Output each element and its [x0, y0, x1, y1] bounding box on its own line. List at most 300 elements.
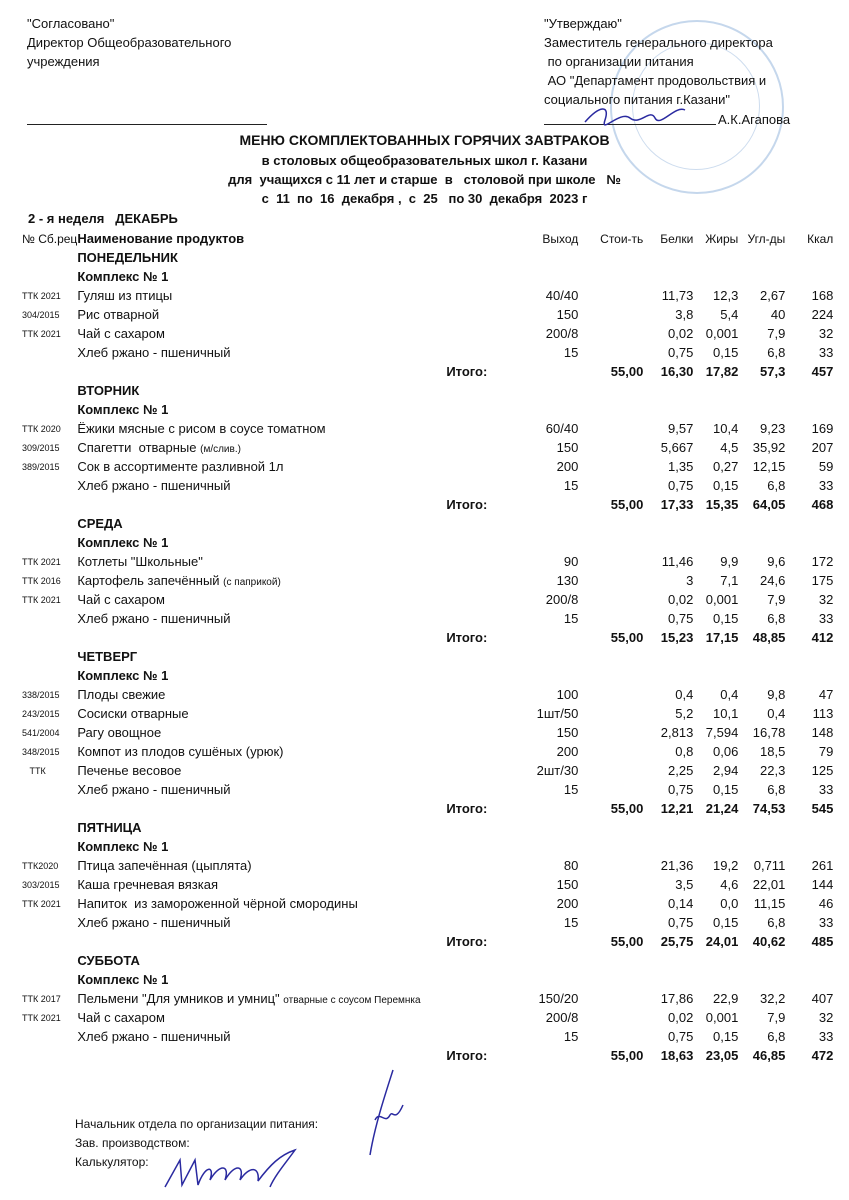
- empty-cell: [495, 647, 578, 666]
- dish-name: [77, 761, 495, 780]
- dish-name-text: Чай с сахаром: [77, 326, 165, 341]
- dish-name: [77, 685, 495, 704]
- dish-kcal: 113: [812, 706, 834, 721]
- dish-name: [77, 476, 495, 495]
- dish-cost: [578, 438, 643, 457]
- empty-cell: [785, 514, 833, 533]
- empty-cell: [495, 666, 578, 685]
- empty-cell: [578, 818, 643, 837]
- head-signature-icon: [355, 1065, 415, 1160]
- dish-kcal: 33: [818, 915, 834, 930]
- dish-cost: [578, 913, 643, 932]
- dish-kcal: 172: [811, 554, 834, 569]
- dish-protein: 3,8: [675, 307, 694, 322]
- empty-cell: [578, 970, 643, 989]
- empty-cell: [495, 628, 578, 647]
- dish-name: [77, 286, 495, 305]
- table-row: [22, 609, 833, 628]
- empty-cell: [578, 248, 643, 267]
- recipe-code: [22, 1027, 77, 1046]
- dish-kcal: 47: [818, 687, 834, 702]
- agreed-position-cont: учреждения: [27, 54, 100, 69]
- dish-protein: 3: [686, 573, 694, 588]
- dish-output: 15: [563, 611, 579, 626]
- dish-cost: [578, 552, 643, 571]
- table-row: [22, 590, 833, 609]
- total-cost: 55,00: [610, 497, 644, 512]
- total-cost: 55,00: [610, 630, 644, 645]
- empty-cell: [785, 970, 833, 989]
- day-row: [22, 248, 833, 267]
- table-row: [22, 742, 833, 761]
- complex-row: [22, 267, 833, 286]
- approval-block-approved: [544, 14, 773, 109]
- dish-cost: [578, 761, 643, 780]
- total-kcal: 412: [811, 630, 834, 645]
- dish-protein: 2,813: [660, 725, 694, 740]
- empty-cell: [578, 267, 643, 286]
- dish-kcal: 407: [811, 991, 834, 1006]
- empty-cell: [22, 362, 77, 381]
- dish-protein: 0,75: [668, 611, 694, 626]
- empty-cell: [738, 400, 785, 419]
- dish-protein: 0,02: [668, 592, 694, 607]
- total-label: Итого:: [446, 364, 488, 379]
- empty-cell: [578, 400, 643, 419]
- empty-cell: [643, 248, 693, 267]
- empty-cell: [643, 666, 693, 685]
- agreed-label: "Согласовано": [27, 16, 115, 31]
- dish-name-text: Хлеб ржано - пшеничный: [77, 345, 231, 360]
- empty-cell: [693, 818, 738, 837]
- total-protein: 17,33: [660, 497, 694, 512]
- empty-cell: [22, 248, 77, 267]
- dish-name: [77, 704, 495, 723]
- empty-cell: [738, 267, 785, 286]
- total-carbs: 64,05: [752, 497, 786, 512]
- dish-name-text: Хлеб ржано - пшеничный: [77, 915, 231, 930]
- dish-name-text: Спагетти отварные: [77, 440, 201, 455]
- approved-organization: АО "Департамент продовольствия и: [544, 73, 767, 88]
- empty-cell: [785, 533, 833, 552]
- dish-name-text: Рагу овощное: [77, 725, 162, 740]
- total-row: [22, 628, 833, 647]
- dish-carbs: 9,8: [767, 687, 786, 702]
- day-name: СУББОТА: [77, 953, 140, 968]
- total-label: Итого:: [446, 934, 488, 949]
- approval-block-agreed: [27, 14, 231, 71]
- empty-cell: [22, 267, 77, 286]
- table-row: [22, 761, 833, 780]
- table-row: [22, 704, 833, 723]
- empty-cell: [22, 799, 77, 818]
- calculator-signature-icon: [160, 1145, 310, 1190]
- empty-cell: [22, 533, 77, 552]
- dish-output: 130: [556, 573, 579, 588]
- dish-output: 40/40: [545, 288, 579, 303]
- dish-protein: 0,02: [668, 1010, 694, 1025]
- empty-cell: [643, 400, 693, 419]
- total-carbs: 46,85: [752, 1048, 786, 1063]
- approver-name: А.К.Агапова: [718, 112, 791, 127]
- total-row: [22, 362, 833, 381]
- col-header-name: Наименование продуктов: [77, 231, 245, 246]
- complex-name: Комплекс № 1: [77, 269, 169, 284]
- total-kcal: 457: [811, 364, 834, 379]
- dish-cost: [578, 419, 643, 438]
- empty-cell: [693, 951, 738, 970]
- dish-name-text: Сосиски отварные: [77, 706, 189, 721]
- table-row: [22, 343, 833, 362]
- empty-cell: [22, 970, 77, 989]
- dish-fat: 2,94: [713, 763, 739, 778]
- dish-protein: 11,46: [661, 554, 694, 569]
- total-cost: 55,00: [610, 364, 644, 379]
- empty-cell: [495, 495, 578, 514]
- dish-kcal: 148: [811, 725, 834, 740]
- dish-carbs: 6,8: [767, 1029, 786, 1044]
- total-cost: 55,00: [610, 801, 644, 816]
- dish-name: [77, 324, 495, 343]
- day-row: [22, 381, 833, 400]
- dish-fat: 0,15: [713, 782, 739, 797]
- dish-fat: 12,3: [713, 288, 739, 303]
- dish-kcal: 33: [818, 782, 834, 797]
- total-label: Итого:: [446, 630, 488, 645]
- dish-note: (с паприкой): [223, 577, 281, 588]
- dish-name-text: Рис отварной: [77, 307, 160, 322]
- recipe-code: ТТК 2017: [22, 993, 61, 1004]
- dish-kcal: 144: [811, 877, 834, 892]
- empty-cell: [785, 666, 833, 685]
- dish-carbs: 11,15: [753, 896, 786, 911]
- dish-name: [77, 590, 495, 609]
- col-header-code: № Сб.рец: [22, 231, 78, 246]
- dish-name: [77, 875, 495, 894]
- dish-name-text: Компот из плодов сушёных (урюк): [77, 744, 284, 759]
- dish-output: 2шт/30: [536, 763, 579, 778]
- table-row: [22, 305, 833, 324]
- col-header-fat: Жиры: [705, 231, 739, 246]
- day-row: [22, 951, 833, 970]
- empty-cell: [643, 267, 693, 286]
- dish-name: [77, 552, 495, 571]
- week-label: 2 - я неделя ДЕКАБРЬ: [28, 211, 178, 226]
- complex-row: [22, 400, 833, 419]
- recipe-code: 303/2015: [22, 879, 60, 890]
- dish-output: 200: [556, 896, 579, 911]
- dish-carbs: 24,6: [760, 573, 786, 588]
- table-row: [22, 894, 833, 913]
- dish-name: [77, 1027, 495, 1046]
- dish-name: [77, 1008, 495, 1027]
- dish-carbs: 6,8: [767, 782, 786, 797]
- empty-cell: [643, 837, 693, 856]
- dish-output: 15: [563, 345, 579, 360]
- empty-cell: [495, 970, 578, 989]
- dish-output: 200: [556, 459, 579, 474]
- total-protein: 15,23: [660, 630, 694, 645]
- recipe-code: ТТК 2021: [22, 328, 61, 339]
- total-protein: 12,21: [660, 801, 694, 816]
- recipe-code: ТТК 2020: [22, 423, 61, 434]
- dish-name: [77, 343, 495, 362]
- dish-fat: 0,4: [720, 687, 739, 702]
- total-protein: 18,63: [660, 1048, 694, 1063]
- empty-cell: [22, 951, 77, 970]
- empty-cell: [785, 647, 833, 666]
- empty-cell: [643, 381, 693, 400]
- total-kcal: 485: [811, 934, 834, 949]
- dish-protein: 17,86: [660, 991, 694, 1006]
- dish-cost: [578, 704, 643, 723]
- dish-name-text: Напиток из замороженной чёрной смородины: [77, 896, 358, 911]
- complex-row: [22, 666, 833, 685]
- empty-cell: [738, 381, 785, 400]
- dish-output: 100: [556, 687, 579, 702]
- dish-name-text: Картофель запечённый: [77, 573, 224, 588]
- empty-cell: [495, 248, 578, 267]
- day-row: [22, 818, 833, 837]
- footer-head-of-department: Начальник отдела по организации питания:: [75, 1117, 319, 1131]
- empty-cell: [643, 951, 693, 970]
- dish-cost: [578, 1008, 643, 1027]
- dish-cost: [578, 856, 643, 875]
- dish-output: 150: [556, 440, 579, 455]
- table-header-row: [22, 229, 833, 248]
- recipe-code: 309/2015: [22, 442, 60, 453]
- dish-name-text: Хлеб ржано - пшеничный: [77, 782, 231, 797]
- dish-kcal: 79: [818, 744, 834, 759]
- empty-cell: [578, 514, 643, 533]
- dish-fat: 7,1: [720, 573, 739, 588]
- dish-protein: 1,35: [668, 459, 694, 474]
- dish-protein: 5,667: [660, 440, 694, 455]
- empty-cell: [693, 647, 738, 666]
- dish-name: [77, 305, 495, 324]
- empty-cell: [22, 666, 77, 685]
- total-row: [22, 799, 833, 818]
- dish-name-text: Сок в ассортименте разливной 1л: [77, 459, 284, 474]
- dish-name-text: Хлеб ржано - пшеничный: [77, 611, 231, 626]
- empty-cell: [693, 400, 738, 419]
- dish-output: 60/40: [545, 421, 579, 436]
- total-kcal: 545: [811, 801, 834, 816]
- dish-output: 150: [556, 877, 579, 892]
- table-row: [22, 457, 833, 476]
- total-cost: 55,00: [610, 934, 644, 949]
- recipe-code: 304/2015: [22, 309, 60, 320]
- empty-cell: [693, 381, 738, 400]
- dish-cost: [578, 305, 643, 324]
- dish-cost: [578, 571, 643, 590]
- total-label: Итого:: [446, 497, 488, 512]
- empty-cell: [785, 267, 833, 286]
- empty-cell: [785, 837, 833, 856]
- dish-output: 200: [556, 744, 579, 759]
- empty-cell: [578, 666, 643, 685]
- dish-fat: 0,15: [713, 478, 739, 493]
- day-name: СРЕДА: [77, 516, 123, 531]
- total-kcal: 472: [811, 1048, 834, 1063]
- dish-name-text: Ёжики мясные с рисом в соусе томатном: [77, 421, 326, 436]
- empty-cell: [578, 951, 643, 970]
- empty-cell: [578, 837, 643, 856]
- dish-fat: 0,06: [713, 744, 739, 759]
- dish-protein: 9,57: [668, 421, 694, 436]
- recipe-code: ТТК: [22, 765, 46, 776]
- recipe-code: 243/2015: [22, 708, 60, 719]
- dish-carbs: 7,9: [767, 592, 786, 607]
- recipe-code: 389/2015: [22, 461, 60, 472]
- empty-cell: [693, 514, 738, 533]
- empty-cell: [785, 248, 833, 267]
- approved-organization-cont: социального питания г.Казани": [544, 92, 730, 107]
- document-period: с 11 по 16 декабря , с 25 по 30 декабря 2023 г: [261, 191, 588, 206]
- dish-note: отварные с соусом Перемнка: [283, 995, 421, 1006]
- col-header-cost: Стои-ть: [600, 231, 644, 246]
- dish-name: [77, 894, 495, 913]
- dish-cost: [578, 989, 643, 1008]
- dish-protein: 0,14: [668, 896, 694, 911]
- empty-cell: [738, 514, 785, 533]
- empty-cell: [785, 818, 833, 837]
- empty-cell: [738, 666, 785, 685]
- total-kcal: 468: [811, 497, 834, 512]
- dish-name: [77, 571, 495, 590]
- empty-cell: [785, 400, 833, 419]
- empty-cell: [643, 514, 693, 533]
- table-row: [22, 419, 833, 438]
- dish-output: 90: [563, 554, 579, 569]
- dish-protein: 0,75: [668, 915, 694, 930]
- dish-kcal: 33: [818, 478, 834, 493]
- total-row: [22, 495, 833, 514]
- empty-cell: [495, 799, 578, 818]
- dish-fat: 7,594: [705, 725, 739, 740]
- empty-cell: [643, 647, 693, 666]
- table-row: [22, 476, 833, 495]
- dish-cost: [578, 476, 643, 495]
- total-protein: 25,75: [660, 934, 694, 949]
- complex-name: Комплекс № 1: [77, 972, 169, 987]
- dish-carbs: 9,23: [760, 421, 786, 436]
- empty-cell: [738, 951, 785, 970]
- recipe-code: ТТК2020: [22, 860, 59, 871]
- day-name: ЧЕТВЕРГ: [77, 649, 138, 664]
- table-row: [22, 875, 833, 894]
- empty-cell: [693, 267, 738, 286]
- menu-table: [22, 229, 833, 1065]
- dish-fat: 22,9: [713, 991, 739, 1006]
- dish-kcal: 175: [811, 573, 834, 588]
- empty-cell: [693, 533, 738, 552]
- dish-kcal: 261: [811, 858, 834, 873]
- total-label: Итого:: [446, 1048, 488, 1063]
- empty-cell: [495, 267, 578, 286]
- dish-name-text: Чай с сахаром: [77, 1010, 165, 1025]
- table-row: [22, 1008, 833, 1027]
- dish-kcal: 32: [818, 1010, 834, 1025]
- empty-cell: [578, 381, 643, 400]
- table-row: [22, 1027, 833, 1046]
- dish-carbs: 0,4: [767, 706, 786, 721]
- dish-output: 200/8: [545, 1010, 579, 1025]
- table-row: [22, 286, 833, 305]
- empty-cell: [693, 666, 738, 685]
- table-row: [22, 571, 833, 590]
- dish-cost: [578, 457, 643, 476]
- dish-kcal: 169: [811, 421, 834, 436]
- dish-cost: [578, 723, 643, 742]
- dish-protein: 3,5: [675, 877, 694, 892]
- empty-cell: [22, 381, 77, 400]
- empty-cell: [693, 970, 738, 989]
- dish-name: [77, 780, 495, 799]
- dish-fat: 19,2: [713, 858, 739, 873]
- empty-cell: [22, 628, 77, 647]
- document-subtitle: в столовых общеобразовательных школ г. Казани: [261, 153, 588, 168]
- table-row: [22, 780, 833, 799]
- recipe-code: ТТК 2021: [22, 556, 61, 567]
- dish-kcal: 46: [818, 896, 834, 911]
- day-name: ПОНЕДЕЛЬНИК: [77, 250, 178, 265]
- empty-cell: [785, 381, 833, 400]
- day-name: ПЯТНИЦА: [77, 820, 142, 835]
- recipe-code: ТТК 2021: [22, 594, 61, 605]
- footer-calculator: Калькулятор:: [75, 1155, 149, 1169]
- dish-cost: [578, 685, 643, 704]
- empty-cell: [22, 837, 77, 856]
- empty-cell: [495, 400, 578, 419]
- dish-fat: 4,6: [720, 877, 739, 892]
- day-row: [22, 647, 833, 666]
- dish-protein: 11,73: [661, 288, 694, 303]
- dish-carbs: 22,01: [752, 877, 786, 892]
- dish-protein: 0,75: [668, 782, 694, 797]
- empty-cell: [495, 1046, 578, 1065]
- dish-protein: 0,75: [668, 478, 694, 493]
- empty-cell: [738, 248, 785, 267]
- dish-kcal: 33: [818, 345, 834, 360]
- dish-kcal: 168: [811, 288, 834, 303]
- dish-fat: 0,001: [705, 592, 739, 607]
- total-carbs: 48,85: [752, 630, 786, 645]
- dish-fat: 10,4: [713, 421, 739, 436]
- complex-name: Комплекс № 1: [77, 668, 169, 683]
- dish-cost: [578, 590, 643, 609]
- dish-carbs: 18,5: [760, 744, 786, 759]
- total-fat: 21,24: [705, 801, 739, 816]
- recipe-code: 348/2015: [22, 746, 60, 757]
- dish-protein: 21,36: [660, 858, 694, 873]
- dish-protein: 0,02: [668, 326, 694, 341]
- dish-fat: 0,15: [713, 611, 739, 626]
- dish-name: [77, 457, 495, 476]
- dish-protein: 2,25: [668, 763, 694, 778]
- empty-cell: [643, 818, 693, 837]
- approver-signature-icon: [580, 100, 690, 130]
- dish-fat: 0,001: [705, 1010, 739, 1025]
- total-fat: 17,82: [705, 364, 739, 379]
- approved-label: "Утверждаю": [544, 16, 622, 31]
- col-header-carbs: Угл-ды: [747, 231, 786, 246]
- approved-position: Заместитель генерального директора: [544, 35, 773, 50]
- empty-cell: [495, 932, 578, 951]
- total-protein: 16,30: [660, 364, 694, 379]
- dish-cost: [578, 324, 643, 343]
- empty-cell: [738, 970, 785, 989]
